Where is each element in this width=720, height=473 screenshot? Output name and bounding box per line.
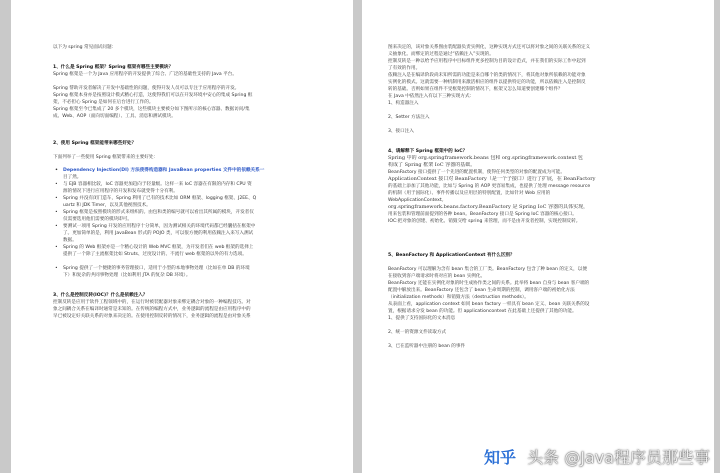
text-line: 1、构造器注入 — [388, 101, 419, 106]
text-line: 依赖注入是在编译阶段尚未知所需的功能是来自哪个的类的情况下，将其他对象所依赖的功能对象 — [388, 73, 586, 78]
blank-line — [388, 336, 696, 343]
text-line: 在 Java 中依然注入有以下三种实现方式： — [388, 94, 475, 99]
text-line: • Spring 提供了一个便捷的事务管理接口，适用于小型的本地事物处理（比如在单 DB 的环境 — [53, 265, 331, 272]
text-line: 数据。 — [63, 238, 77, 243]
text-line: 从表面上看，application context 如同 bean factory 一样具有 bean 定义、bean 关联关系的设 — [388, 302, 590, 307]
zhihu-logo-text: 知乎 — [484, 448, 517, 467]
text-line: 转的基础。否则如果在组件不受框架控制的情况下，框架又怎么知道要创建哪个组件？ — [388, 87, 563, 92]
text-line: 源的情况下进行应用程序的开发和发布就变得十分有利。 — [63, 189, 178, 194]
text-line: 用来包装和管理前面提到的各种 bean。BeanFactory 接口是 Spring IoC 容器的核心接口。 — [388, 212, 577, 217]
text-line: • Spring 框架是按照模块的形式来组织的。由包和类的编号就可以看出其所属的模块，开发者仅 — [53, 209, 331, 216]
section-heading: • Dependency Injection(DI) 方法使得构造器和 JavaBean properties 文件中的依赖关系一 — [53, 167, 331, 174]
text-line: 1、提供了支持国际化的文本消息 — [388, 316, 456, 321]
text-line: 架，不必担心 Spring 是如何在后台进行工作的。 — [53, 100, 154, 105]
text-line: 2、Setter 方法注入 — [388, 115, 430, 120]
blank-line — [388, 225, 696, 232]
section-heading: 3、什么是控制反转(IOC)？什么是依赖注入？ — [53, 293, 148, 298]
text-line: 下）和复杂的共同事物处理（比如利用 JTA 的复杂 DB 环境）。 — [63, 273, 191, 278]
blank-line — [53, 279, 331, 286]
blank-line — [53, 127, 331, 134]
watermark-author: 头条 @Java程序员那些事 — [527, 448, 710, 467]
blank-line — [53, 147, 331, 154]
text-line: 置，根据请求分发 bean 的功能。但 applicationcontext 在此基础上还提供了其他的功能。 — [388, 309, 577, 314]
text-line: 的机制（用于国际化）、事件传播以及应用层的特别配置，比如针对 Web 应用的 — [388, 191, 551, 196]
text-line: org.springframework.beans.factory.BeanFactory 是 Spring IoC 容器的具体实现， — [388, 204, 589, 210]
text-line: 象之间耦合关系在编译时通常是未知的。在传统的编程方式中，业务逻辑的流程是由应用程序中的 — [53, 307, 251, 312]
text-line: 目了然。 — [63, 175, 82, 180]
blank-line — [53, 120, 331, 127]
text-line: IOC:把对象的创建、初始化、销毁交给 spring 来管理，而不是由开发者控制，实现控制反转。 — [388, 219, 581, 224]
text-line: 以下为 spring 常见面试问题： — [53, 45, 117, 50]
text-line: 了。更加简单的是，利用 JavaBean 形式的 POJO 类，可以很方便的利用依赖注入来写入测试 — [63, 231, 254, 236]
blank-line — [53, 78, 331, 85]
text-line: 配置中解放出来。BeanFactory 还包含了 bean 生命周期的控制，调用客户端的初始化方法 — [388, 288, 575, 293]
blank-line — [388, 232, 696, 239]
blank-line — [388, 121, 696, 128]
text-line: ApplicationContext 接口对 BeanFactory（是一个子接口）进行了扩展，在 BeanFactory — [388, 176, 596, 182]
blank-line — [388, 259, 696, 266]
text-line: 成、Web、AOP（面向切面编程）、工具、消息和测试模块。 — [53, 114, 176, 119]
text-line: • 要测试一项用 Spring 开发的应用程序十分简单，因为测试相关的环境代码都已经囊括在框架中 — [53, 223, 331, 230]
text-line: 图来决定的，该对象关系图由装配器负责实例化，这种实现方式还可以将对象之间的关联关系的定义 — [388, 45, 591, 50]
text-line: 提供了一个除了主流框架比如 Struts、过度设计的、不流行 web 框架的以外的有力选项。 — [63, 252, 247, 257]
text-line: 实例化的模式。这就需要一种机制用来激活相应的组件以提供特定的功能，所以依赖注入是控制反 — [388, 80, 586, 85]
section-heading: 1、什么是 Spring 框架？Spring 框架有哪些主要模块？ — [53, 65, 174, 70]
text-line: 3、已在监听器中注册的 bean 的事件 — [388, 344, 466, 349]
blank-line — [388, 135, 696, 142]
document-page-left — [11, 0, 353, 473]
text-line: 2、统一的资源文件读取方式 — [388, 330, 447, 335]
text-line: Spring 框架本身亦是按照设计模式精心打造，这使得我们可以在开发环境中安心的集成 Spring 框 — [53, 93, 253, 98]
text-line: • 与 EJB 容器相比较，IoC 容器更加趋向于轻量级。这样一来 IoC 容器在有限的内存和 CPU 资 — [53, 181, 331, 188]
text-line: • Spring 的 Web 框架亦是一个精心设计的 Web MVC 框架，为开发者们在 web 框架的选择上 — [53, 244, 331, 251]
text-line: 的基础上添加了其他功能，比如与 Spring 的 AOP 更容易集成，也提供了处理 message resource — [388, 184, 591, 189]
text-line: 在接收到客户端请求时将对应的 bean 实例化。 — [388, 274, 486, 279]
text-line: BeanFactory 还能在实例化对象的时生成协作类之间的关系。此举将 bean 自身与 bean 客户端的 — [388, 281, 590, 286]
text-line: Spring 中的 org.springframework.beans 包和 org.springframework.context 包 — [388, 155, 583, 161]
text-line: 早已被设定好关联关系的对象来决定的。在使用控制反转的情况下，业务逻辑的流程是由对象关系 — [53, 314, 251, 319]
blank-line — [388, 322, 696, 329]
text-line: 控制反转是应用于软件工程领域中的，在运行时被装配器对象来绑定耦合对象的一种编程技巧。对 — [53, 300, 251, 305]
text-line: 3、接口注入 — [388, 129, 414, 134]
text-line: BeanFactory 接口提供了一个先进的配置机制，使得任何类型的对象的配置成为可能。 — [388, 170, 565, 175]
blank-line — [388, 107, 696, 114]
text-line: Spring 框架是一个为 Java 应用程序的开发提供了综合、广泛的基础性支持的 Java 平台。 — [53, 72, 237, 77]
text-line: 了有效的作用。 — [388, 66, 421, 71]
text-line: 仅需要选用他们需要的模块即可。 — [63, 217, 132, 222]
text-line: WebApplicationContext。 — [388, 198, 447, 203]
document-page-right — [362, 0, 714, 473]
blank-line — [388, 239, 696, 246]
blank-line — [53, 258, 331, 265]
watermark — [484, 449, 710, 467]
text-line: uartz 和 JDK Timer，以及其他视图技术。 — [63, 203, 151, 208]
section-heading: 4、请解释下 Spring 框架中的 IoC？ — [388, 149, 468, 154]
text-line: （initialization methods）和销毁方法（destruction methods）。 — [388, 295, 529, 300]
section-heading: 2、使用 Spring 框架能带来哪些好处？ — [53, 141, 137, 146]
text-line: BeanFactory 可以理解为含有 bean 集合的工厂类。BeanFactory 包含了种 bean 的定义，以便 — [388, 267, 587, 272]
blank-line — [53, 51, 331, 58]
text-line: 构成了 Spring 框架 IoC 容器的基础。 — [388, 162, 476, 168]
text-line: 控制反转是一种以给予应用程序中目标组件更多控制为目的设计范式，并在我们的实际工作中起到 — [388, 59, 586, 64]
text-line: • Spring 并没有闭门造车，Spring 利用了已有的技术比如 ORM 框架、logging 框架、J2EE、Q — [53, 195, 331, 202]
text-line: 下面列举了一些使用 Spring 框架带来的主要好处： — [53, 155, 159, 160]
text-line: Spring 帮助开发者解决了开发中基础性的问题，使得开发人员可以专注于应用程序的开发。 — [53, 86, 240, 91]
text-line: Spring 框架至今已集成了 20 多个模块，这些模块主要被分如下图所示的核心容器、数据访问/集 — [53, 107, 250, 112]
text-line: 义抽象化。而绑定的过程是通过“依赖注入”实现的。 — [388, 52, 494, 57]
section-heading: 5、BeanFactory 和 ApplicationContext 有什么区别？ — [388, 253, 515, 258]
